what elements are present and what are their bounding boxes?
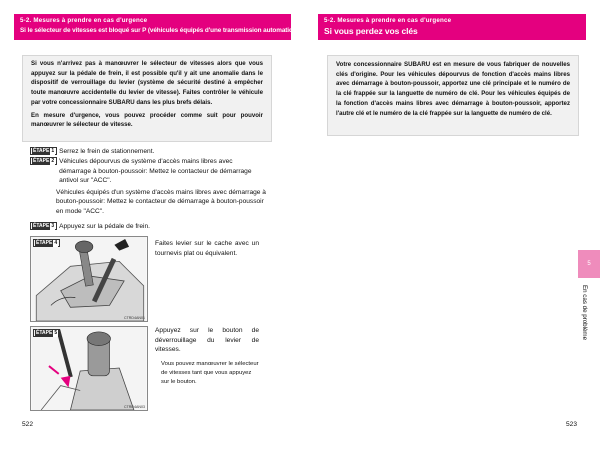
step-3 bbox=[30, 222, 270, 232]
step-badge: ÉTAPE 2 bbox=[30, 157, 57, 165]
left-section-label: 5-2. Mesures à prendre en cas d'urgence bbox=[20, 17, 148, 24]
left-intro-paragraph-2: En mesure d'urgence, vous pouvez procéder comme suit pour pouvoir manœuvrer le sélecteur de vitesse. bbox=[31, 111, 263, 129]
release-button-illustration bbox=[31, 327, 147, 410]
step-1 bbox=[30, 147, 270, 157]
right-header bbox=[318, 14, 586, 40]
left-page-title: Si le sélecteur de vitesses est bloqué sur P (véhicules équipés d'une transmission automatique) bbox=[20, 27, 303, 34]
left-intro-box bbox=[22, 55, 272, 142]
step-5-note: Vous pouvez manœuvrer le sélecteur de vitesses tant que vous appuyez sur le bouton. bbox=[161, 361, 259, 386]
right-intro-box bbox=[327, 55, 579, 136]
step-badge: ÉTAPE 3 bbox=[30, 222, 57, 230]
gear-lever-cover-illustration bbox=[31, 237, 147, 321]
right-intro-paragraph: Votre concessionnaire SUBARU est en mesure de vous fabriquer de nouvelles clés d'origine. Pour les véhicules dépourvus de fonction d'accès mains libres avec démarrage à bouton-poussoir, apportez une clé principale et le numéro de la clé frappée sur la languette de numéro de clé. Pour les véhicules équipés de la fonction d'accès mains libres avec démarrage à bouton-poussoir, apportez l'autre clé et le numéro de la clé frappée sur la languette de numéro de clé. bbox=[336, 61, 570, 117]
step-badge: ÉTAPE 1 bbox=[30, 147, 57, 155]
left-page-number: 522 bbox=[22, 421, 34, 428]
chapter-label: En cas de problème bbox=[581, 285, 588, 341]
chapter-tab: 5 bbox=[578, 250, 600, 278]
left-intro-paragraph-1: Si vous n'arrivez pas à manœuvrer le sélecteur de vitesses alors que vous appuyez sur la pédale de frein, il est possible qu'il y ait une anomalie dans le dispositif de verrouillage du levier (système de sécurité destiné à empêcher toute manœuvre accidentelle du levier de vitesse). Faites contrôler le véhicule par votre concessionnaire SUBARU dans les plus brefs délais. bbox=[31, 60, 263, 106]
step-text: Serrez le frein de stationnement. bbox=[59, 148, 155, 155]
step-5-text: Appuyez sur le bouton de déverrouillage du levier de vitesses. bbox=[155, 327, 259, 354]
step-4-text: Faites levier sur le cache avec un tournevis plat ou équivalent. bbox=[155, 240, 259, 257]
figure-step-badge: ÉTAPE 5 bbox=[33, 329, 60, 337]
figure-step-5 bbox=[30, 326, 148, 411]
right-section-label: 5-2. Mesures à prendre en cas d'urgence bbox=[324, 17, 452, 24]
left-header bbox=[14, 14, 303, 40]
figure-step-4 bbox=[30, 236, 148, 322]
figure-code: CTRD4AN01 bbox=[124, 316, 145, 320]
figure-step-badge: ÉTAPE 4 bbox=[33, 239, 60, 247]
step-text: Véhicules dépourvus de système d'accès mains libres avec démarrage à bouton-poussoir: Mettez le contacteur de démarrage antivol sur "ACC". bbox=[59, 158, 252, 185]
step-text: Appuyez sur la pédale de frein. bbox=[59, 223, 150, 230]
right-page-number: 523 bbox=[566, 421, 578, 428]
step-2 bbox=[30, 157, 266, 217]
step-text-alt: Véhicules équipés d'un système d'accès mains libres avec démarrage à bouton-poussoir: Mettez le contacteur de démarrage à bouton-poussoir en mode "ACC". bbox=[56, 188, 266, 215]
right-page-title: Si vous perdez vos clés bbox=[324, 26, 418, 36]
figure-code: CTRD4AN03 bbox=[124, 405, 145, 409]
